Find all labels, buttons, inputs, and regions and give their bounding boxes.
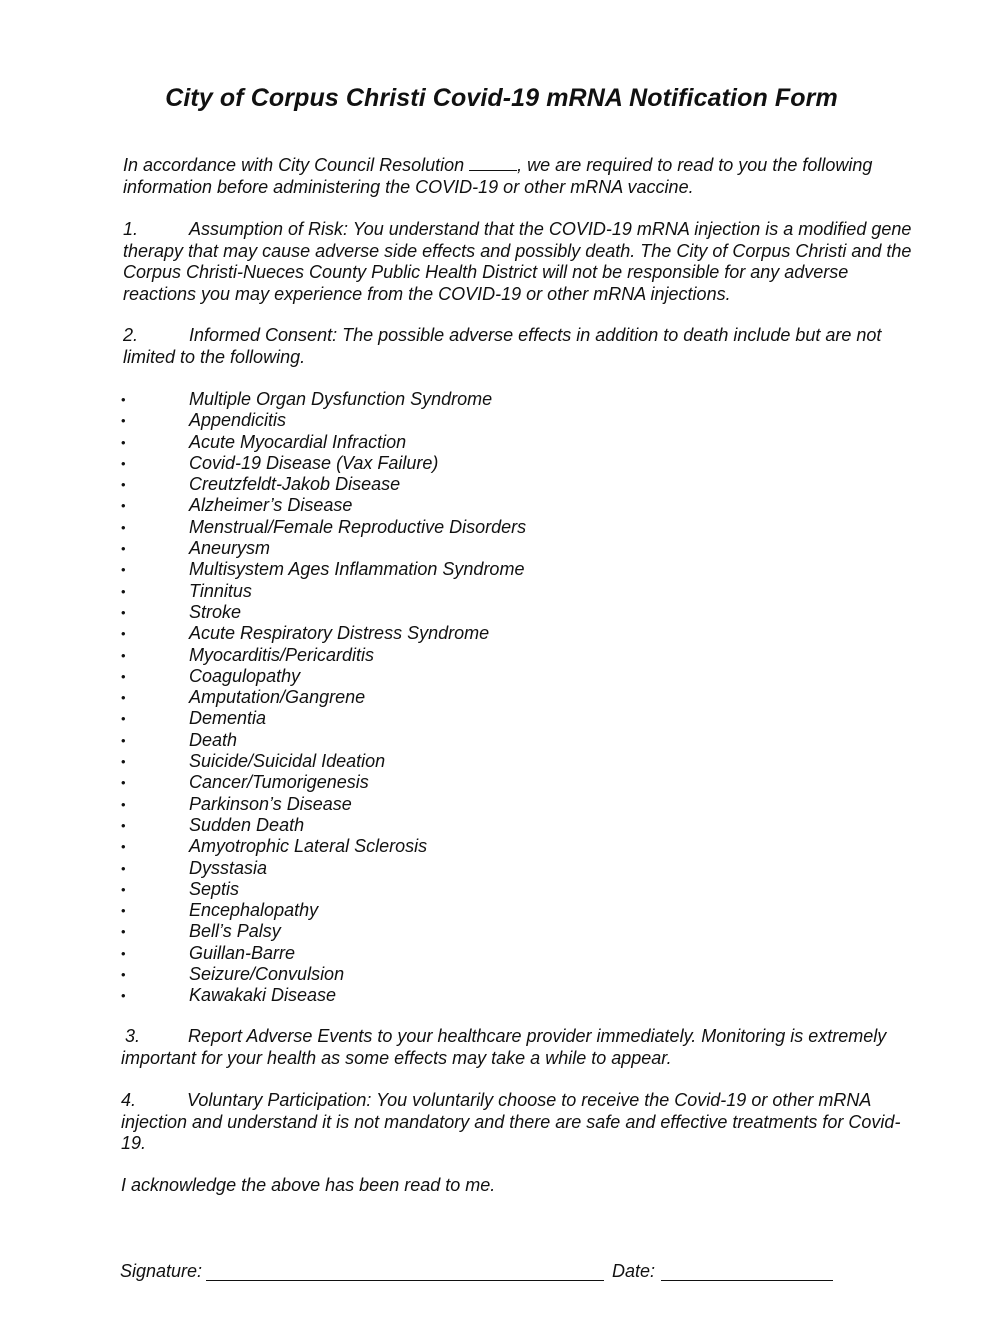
section-text: Assumption of Risk: You understand that the COVID-19 mRNA injection is a modified gene therapy that may cause adverse side effects and possibly death. The City of Corpus Christi and the Corpus Christi-Nueces County Public Health District will not be responsible for any adverse reactions you may experience from the COVID-19 or other mRNA injections. xyxy=(123,219,912,304)
bullet-icon: • xyxy=(121,817,126,833)
section-text: Voluntary Participation: You voluntarily choose to receive the Covid-19 or other mRNA injection and understand it is not mandatory and there are safe and effective treatments for Covid-19. xyxy=(121,1090,901,1153)
bullet-icon: • xyxy=(121,604,126,620)
signature-row xyxy=(120,1260,840,1284)
bullet-icon: • xyxy=(121,796,126,812)
bullet-icon: • xyxy=(121,583,126,599)
bullet-icon: • xyxy=(121,562,126,578)
bullet-icon: • xyxy=(121,498,126,514)
bullet-icon: • xyxy=(121,988,126,1004)
form-title: City of Corpus Christi Covid-19 mRNA Notification Form xyxy=(165,84,838,112)
adverse-effect-label: Kawakaki Disease xyxy=(189,985,337,1006)
adverse-effect-label: Myocarditis/Pericarditis xyxy=(189,644,375,665)
section-text: Informed Consent: The possible adverse effects in addition to death include but are not limited to the following. xyxy=(123,325,882,367)
section-number: 4. xyxy=(121,1090,137,1110)
bullet-icon: • xyxy=(121,754,126,770)
section-number: 1. xyxy=(123,219,139,239)
adverse-effect-label: Parkinson’s Disease xyxy=(189,793,352,814)
adverse-effect-label: Acute Myocardial Infraction xyxy=(189,431,407,452)
bullet-icon: • xyxy=(121,626,126,642)
adverse-effect-label: Dysstasia xyxy=(189,857,268,878)
adverse-effect-label: Seizure/Convulsion xyxy=(189,964,345,985)
bullet-icon: • xyxy=(121,860,126,876)
adverse-effect-label: Tinnitus xyxy=(189,580,252,601)
bullet-icon: • xyxy=(121,945,126,961)
bullet-icon: • xyxy=(121,967,126,983)
section-voluntary-participation xyxy=(121,1090,921,1155)
section-assumption-of-risk xyxy=(123,219,923,305)
bullet-icon: • xyxy=(121,903,126,919)
bullet-icon: • xyxy=(121,519,126,535)
bullet-icon: • xyxy=(121,881,126,897)
adverse-effect-label: Alzheimer’s Disease xyxy=(189,495,353,516)
bullet-icon: • xyxy=(121,924,126,940)
adverse-effect-label: Stroke xyxy=(189,601,242,622)
intro-text-start: In accordance with City Council Resolution xyxy=(123,155,470,175)
date-label: Date: xyxy=(612,1261,656,1281)
adverse-effect-label: Sudden Death xyxy=(189,814,305,835)
date-line[interactable] xyxy=(661,1280,833,1281)
section-text: Report Adverse Events to your healthcare provider immediately. Monitoring is extremely important for your health as some effects may take a while to appear. xyxy=(121,1026,887,1068)
bullet-icon: • xyxy=(121,455,126,471)
adverse-effect-label: Amputation/Gangrene xyxy=(189,687,366,708)
bullet-icon: • xyxy=(121,839,126,855)
bullet-icon: • xyxy=(121,732,126,748)
adverse-effect-label: Cancer/Tumorigenesis xyxy=(189,772,369,793)
intro-paragraph xyxy=(123,155,923,198)
section-report-adverse-events xyxy=(121,1026,921,1069)
intro-text-end: , we are required to read to you the following information before administering the COVID-19 or other mRNA vaccine. xyxy=(123,155,873,197)
adverse-effect-label: Appendicitis xyxy=(189,410,287,431)
adverse-effect-label: Creutzfeldt-Jakob Disease xyxy=(189,474,401,495)
signature-line[interactable] xyxy=(206,1280,604,1281)
adverse-effect-label: Death xyxy=(189,729,238,750)
bullet-icon: • xyxy=(121,668,126,684)
adverse-effect-label: Guillan-Barre xyxy=(189,942,296,963)
adverse-effect-label: Coagulopathy xyxy=(189,665,301,686)
adverse-effect-label: Multiple Organ Dysfunction Syndrome xyxy=(189,389,493,409)
adverse-effect-label: Acute Respiratory Distress Syndrome xyxy=(189,623,490,644)
adverse-effect-label: Menstrual/Female Reproductive Disorders xyxy=(189,516,527,537)
adverse-effect-label: Dementia xyxy=(189,708,267,729)
section-number: 2. xyxy=(123,325,139,345)
bullet-icon: • xyxy=(121,434,126,450)
adverse-effect-label: Aneurysm xyxy=(189,538,271,559)
section-number: 3. xyxy=(125,1026,141,1046)
bullet-icon: • xyxy=(121,477,126,493)
adverse-effect-label: Bell’s Palsy xyxy=(189,921,281,942)
bullet-icon: • xyxy=(121,711,126,727)
adverse-effect-label: Covid-19 Disease (Vax Failure) xyxy=(189,452,439,473)
bullet-icon: • xyxy=(121,413,126,429)
bullet-icon: • xyxy=(121,541,126,557)
resolution-number-blank xyxy=(469,155,517,171)
adverse-effect-label: Septis xyxy=(189,878,240,899)
bullet-icon: • xyxy=(121,647,126,663)
adverse-effect-label: Multisystem Ages Inflammation Syndrome xyxy=(189,559,525,580)
signature-label: Signature: xyxy=(120,1261,203,1281)
section-informed-consent xyxy=(123,325,923,368)
bullet-icon: • xyxy=(121,775,126,791)
bullet-icon: • xyxy=(121,690,126,706)
acknowledgement-text: I acknowledge the above has been read to me. xyxy=(121,1175,496,1195)
adverse-effect-label: Amyotrophic Lateral Sclerosis xyxy=(189,836,428,857)
adverse-effect-label: Suicide/Suicidal Ideation xyxy=(189,751,386,772)
bullet-icon: • xyxy=(121,392,126,407)
adverse-effect-label: Encephalopathy xyxy=(189,900,319,921)
